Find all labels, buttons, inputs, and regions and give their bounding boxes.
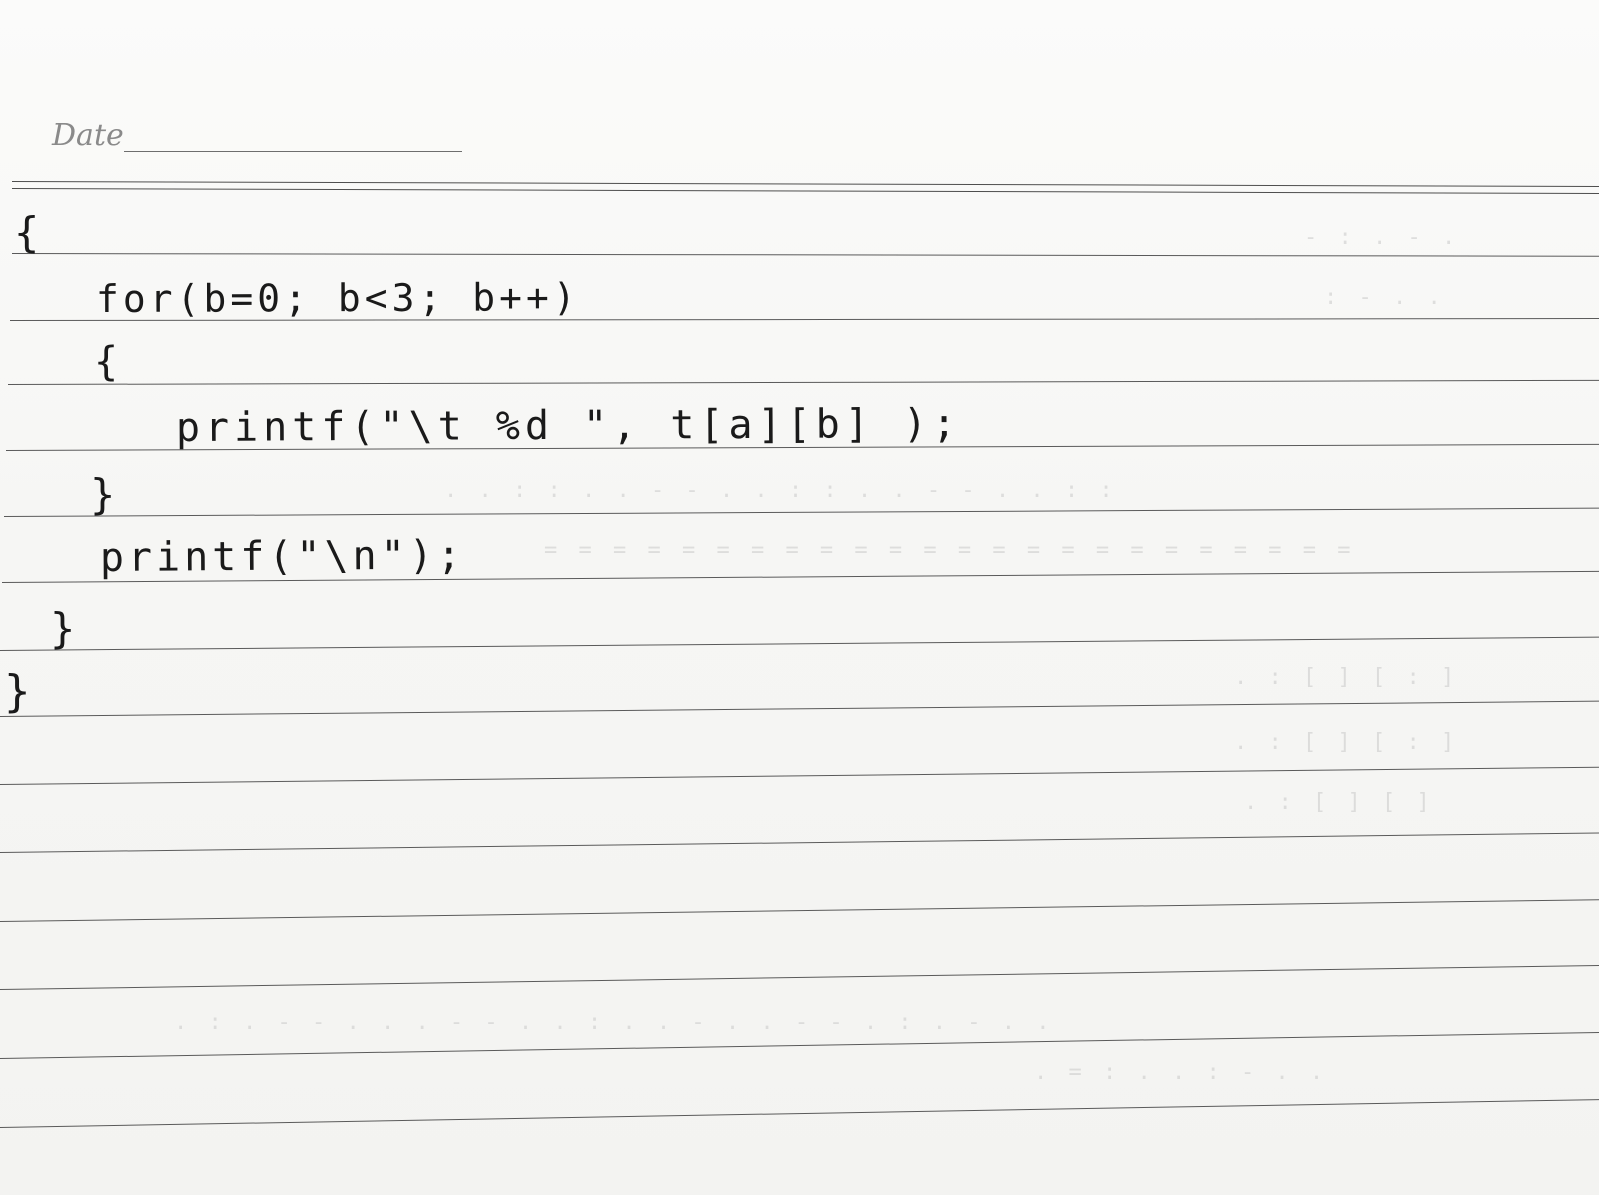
header-rule-top (12, 181, 1599, 187)
ruled-line (0, 700, 1599, 717)
bleed-through-mark: [ ] [ ] : . (1240, 790, 1430, 815)
code-line-close-brace-outer: } (4, 666, 31, 717)
bleed-through-mark: . . - : . . : = . (1030, 1060, 1324, 1085)
code-line-close-brace-inner: } (90, 470, 116, 519)
ruled-line (12, 253, 1599, 257)
ruled-line (0, 965, 1599, 990)
code-line-printf-value: printf("\t %d ", t[a][b] ); (175, 400, 962, 451)
code-line-open-brace-inner: { (94, 339, 119, 385)
bleed-through-mark: [ : ] [ ] : . (1230, 730, 1455, 755)
bleed-through-mark: = = = = = = = = = = = = = = = = = = = = = = = = (540, 538, 1351, 563)
bleed-through-mark: . . - . : . - - . . - . . : . . - - . . . - - . : . (170, 1010, 1050, 1035)
ruled-line (4, 508, 1599, 517)
date-field (52, 118, 432, 158)
code-line-printf-newline: printf("\n"); (99, 532, 466, 581)
ruled-line (0, 832, 1599, 853)
bleed-through-mark: [ : ] [ ] : . (1230, 665, 1455, 690)
ruled-line (0, 1032, 1599, 1059)
date-underline (124, 151, 462, 152)
date-label: Date (52, 118, 124, 153)
ruled-line (0, 899, 1599, 922)
header-rule-bottom (12, 188, 1599, 194)
ruled-line (0, 636, 1599, 651)
code-line-for-loop: for(b=0; b<3; b++) (95, 275, 580, 321)
bleed-through-mark: . . - : (1320, 285, 1441, 310)
ruled-line (8, 380, 1599, 385)
ruled-line (0, 766, 1599, 785)
code-line-open-brace-outer: { (14, 208, 40, 257)
bleed-through-mark: : : . . - - . . : : . . - - . . : : . . (440, 478, 1113, 503)
code-line-close-brace-middle: } (50, 604, 76, 653)
ruled-line (0, 1099, 1599, 1128)
bleed-through-mark: . - . : - (1300, 225, 1456, 250)
